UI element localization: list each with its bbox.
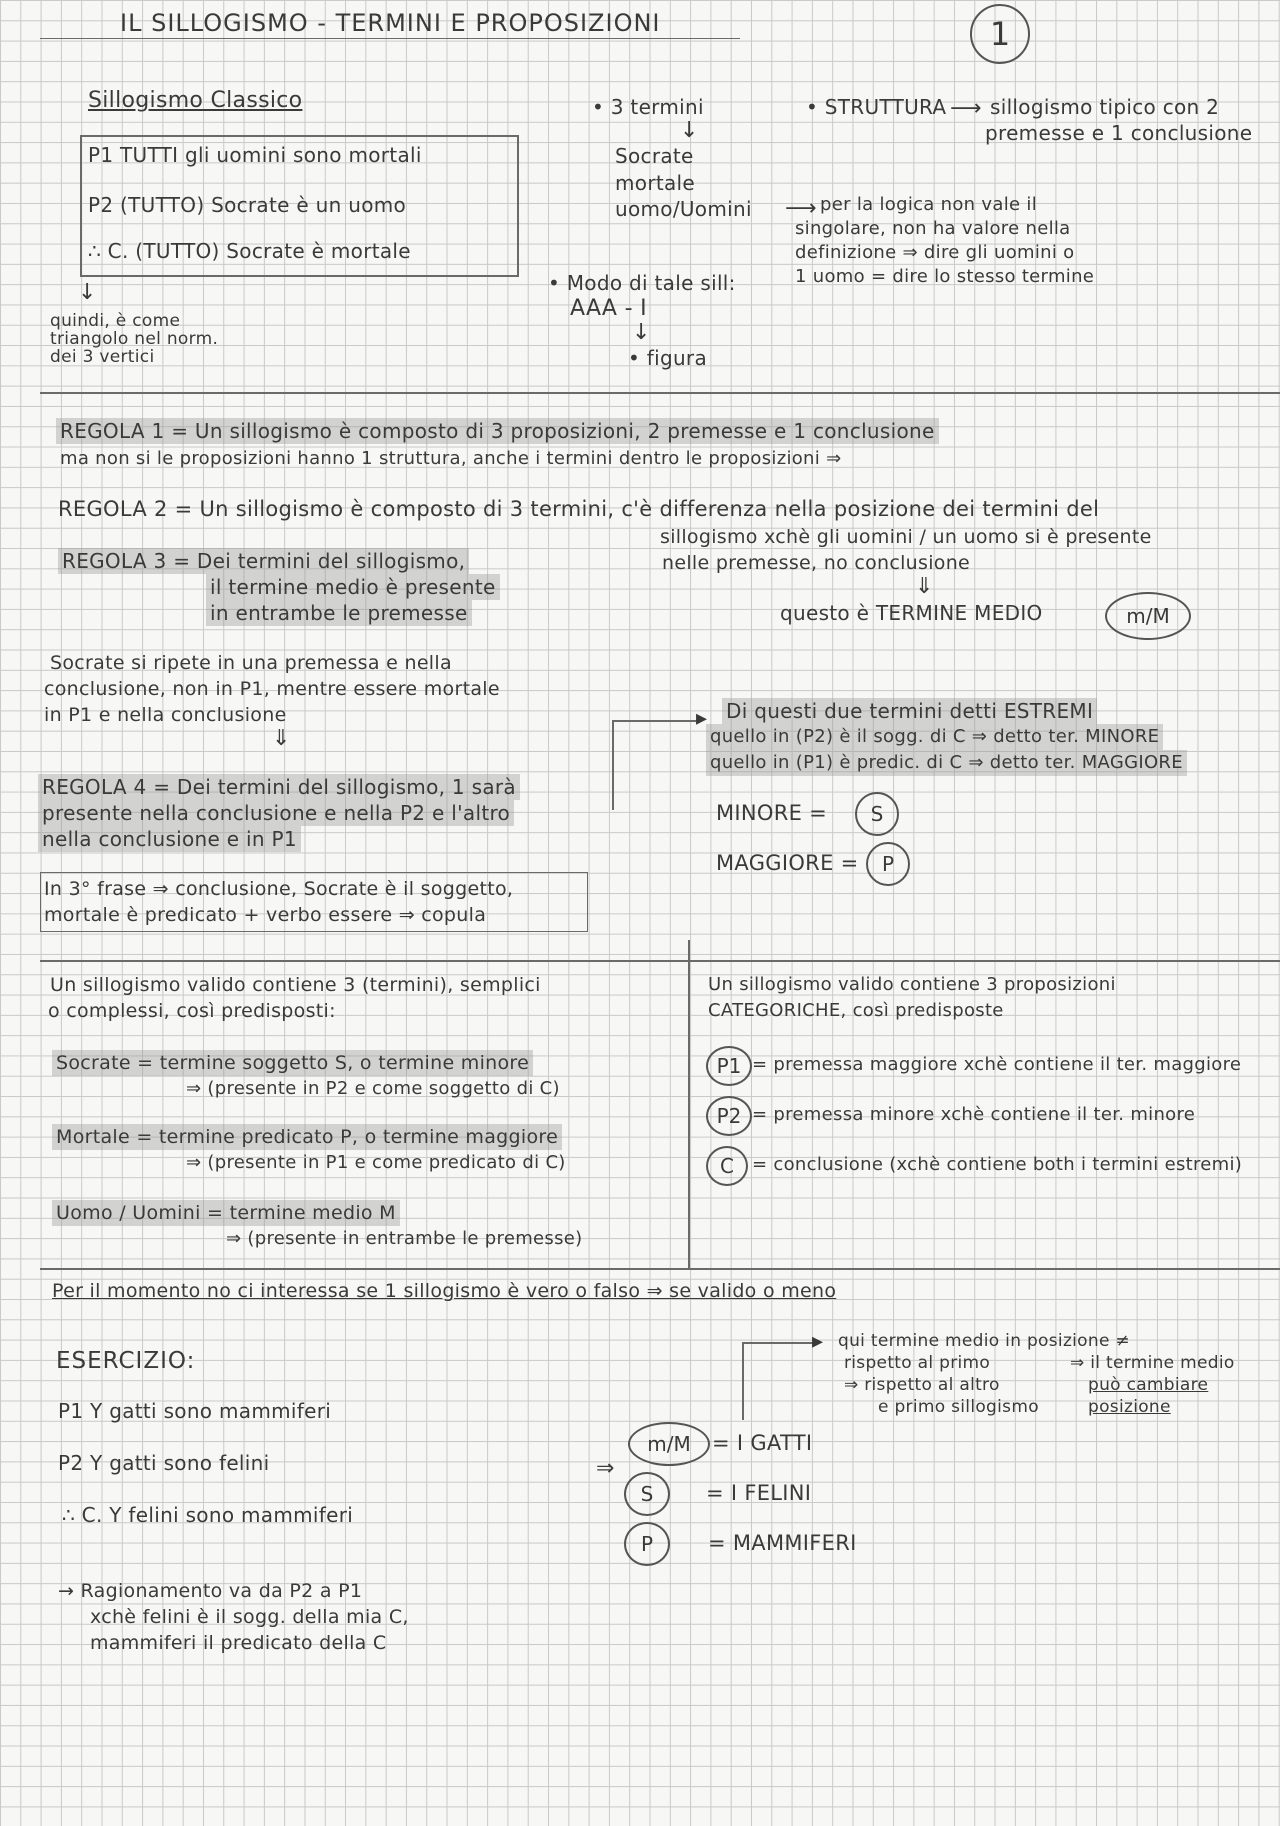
classic-p1: P1 TUTTI gli uomini sono mortali <box>88 143 422 167</box>
down-arrow-icon: ↓ <box>680 118 699 143</box>
extremes-line-1: Di questi due termini detti ESTREMI <box>722 698 1097 724</box>
down-arrow-icon: ↓ <box>632 320 651 345</box>
socrate-note-2: conclusione, non in P1, mentre essere mortale <box>44 678 500 700</box>
classic-note-2: triangolo nel norm. <box>50 329 219 349</box>
exercise-top-conclusion-1: ⇒ il termine medio <box>1070 1353 1235 1373</box>
exercise-c: ∴ C. Y felini sono mammiferi <box>62 1503 354 1527</box>
right-arrow-icon: ⟶ <box>950 96 982 121</box>
rule-3-line-3: in entrambe le premesse <box>206 600 472 626</box>
maggiore-label: MAGGIORE = <box>716 851 859 875</box>
rule-2: REGOLA 2 = Un sillogismo è composto di 3 termini, c'è differenza nella posizione dei termini del <box>58 497 1100 521</box>
valid-props-intro-1: Un sillogismo valido contiene 3 proposizioni <box>708 974 1116 995</box>
exercise-top-note-3: ⇒ rispetto al altro <box>844 1375 1000 1395</box>
page-number: 1 <box>970 4 1030 64</box>
exercise-p-symbol: P <box>624 1522 670 1566</box>
medio-label: questo è TERMINE MEDIO <box>780 601 1043 625</box>
three-terms-note-4: 1 uomo = dire lo stesso termine <box>795 266 1095 287</box>
note-truth: Per il momento no ci interessa se 1 sillogismo è vero o falso ⇒ se valido o meno <box>52 1280 837 1302</box>
rule-1-line-1: REGOLA 1 = Un sillogismo è composto di 3 proposizioni, 2 premesse e 1 conclusione <box>56 418 939 444</box>
column-divider <box>688 940 690 1270</box>
rule-2b-line-2: nelle premesse, no conclusione <box>662 552 971 574</box>
maggiore-symbol: P <box>866 842 910 886</box>
exercise-note-3: mammiferi il predicato della C <box>90 1632 387 1654</box>
exercise-s-symbol: S <box>624 1472 670 1516</box>
valid-mortale-2: ⇒ (presente in P1 e come predicato di C) <box>186 1152 566 1173</box>
exercise-top-note-2: rispetto al primo <box>844 1353 991 1373</box>
classic-c: ∴ C. (TUTTO) Socrate è mortale <box>88 239 411 263</box>
minore-symbol: S <box>855 792 899 836</box>
implies-arrow-icon: ⇒ <box>596 1456 615 1481</box>
rule-4-line-3: nella conclusione e in P1 <box>38 826 301 852</box>
right-arrow-icon: ⟶ <box>785 196 817 221</box>
exercise-top-note-1: qui termine medio in posizione ≠ <box>838 1331 1130 1351</box>
rule-4-line-2: presente nella conclusione e nella P2 e l'altro <box>38 800 514 826</box>
extremes-line-2: quello in (P2) è il sogg. di C ⇒ detto ter. MINORE <box>706 724 1163 750</box>
exercise-heading: ESERCIZIO: <box>56 1348 196 1374</box>
exercise-note-1: → Ragionamento va da P2 a P1 <box>58 1580 363 1602</box>
valid-mortale-1: Mortale = termine predicato P, o termine maggiore <box>52 1124 562 1150</box>
exercise-note-2: xchè felini è il sogg. della mia C, <box>90 1606 409 1628</box>
mode-figure: • figura <box>628 346 708 370</box>
three-terms-note-1: per la logica non vale il <box>820 194 1037 215</box>
exercise-p1: P1 Y gatti sono mammiferi <box>58 1399 332 1423</box>
exercise-p-text: = MAMMIFERI <box>708 1531 857 1555</box>
prop-p1-symbol: P1 <box>706 1046 752 1086</box>
exercise-m-text: = I GATTI <box>712 1431 813 1455</box>
exercise-top-conclusion-3: posizione <box>1088 1397 1171 1417</box>
prop-c-symbol: C <box>706 1146 748 1186</box>
page-title: IL SILLOGISMO - TERMINI E PROPOSIZIONI <box>120 9 661 37</box>
valid-uomo-1: Uomo / Uomini = termine medio M <box>52 1200 400 1226</box>
rule-3-line-2: il termine medio è presente <box>206 574 500 600</box>
right-arrow-icon: ▸ <box>696 706 708 731</box>
structure-label: • STRUTTURA <box>806 95 947 119</box>
exercise-m-symbol: m/M <box>628 1422 710 1466</box>
classic-heading: Sillogismo Classico <box>88 88 303 113</box>
prop-p2-text: = premessa minore xchè contiene il ter. minore <box>752 1104 1196 1125</box>
connector-line <box>612 720 702 722</box>
classic-note-3: dei 3 vertici <box>50 347 155 367</box>
mode-label: • Modo di tale sill: <box>548 271 736 295</box>
three-terms-label: • 3 termini <box>592 95 704 119</box>
valid-props-intro-2: CATEGORICHE, così predisposte <box>708 1000 1004 1021</box>
double-down-arrow-icon: ⇓ <box>272 726 291 751</box>
three-terms-note-3: definizione ⇒ dire gli uomini o <box>795 242 1075 263</box>
mode-value: AAA - I <box>570 296 647 321</box>
prop-c-text: = conclusione (xchè contiene both i termini estremi) <box>752 1154 1243 1175</box>
right-arrow-icon: ▸ <box>812 1329 824 1354</box>
socrate-note-1: Socrate si ripete in una premessa e nella <box>50 652 452 674</box>
term-socrate: Socrate <box>615 144 694 168</box>
medio-symbol: m/M <box>1105 592 1191 640</box>
double-down-arrow-icon: ⇓ <box>915 574 934 599</box>
down-arrow-icon: ↓ <box>78 280 97 305</box>
exercise-s-text: = I FELINI <box>706 1481 812 1505</box>
frase-line-1: In 3° frase ⇒ conclusione, Socrate è il soggetto, <box>44 878 514 900</box>
valid-terms-intro-2: o complessi, così predisposti: <box>48 1000 336 1022</box>
connector-line <box>742 1342 744 1420</box>
exercise-top-note-4: e primo sillogismo <box>878 1397 1039 1417</box>
frase-line-2: mortale è predicato + verbo essere ⇒ copula <box>44 904 487 926</box>
valid-socrate-1: Socrate = termine soggetto S, o termine minore <box>52 1050 533 1076</box>
prop-p2-symbol: P2 <box>706 1096 752 1136</box>
rule-2b-line-1: sillogismo xchè gli uomini / un uomo si è presente <box>660 526 1152 548</box>
frase-box <box>40 872 588 932</box>
section-divider <box>40 1268 1280 1270</box>
exercise-p2: P2 Y gatti sono felini <box>58 1451 270 1475</box>
three-terms-note-2: singolare, non ha valore nella <box>795 218 1071 239</box>
minore-label: MINORE = <box>716 801 828 825</box>
section-divider <box>40 960 1280 962</box>
connector-line <box>612 720 614 810</box>
socrate-note-3: in P1 e nella conclusione <box>44 704 287 726</box>
title-underline <box>40 38 740 39</box>
valid-uomo-2: ⇒ (presente in entrambe le premesse) <box>226 1228 583 1249</box>
term-mortale: mortale <box>615 171 696 195</box>
term-uomo: uomo/Uomini <box>615 197 752 221</box>
valid-terms-intro-1: Un sillogismo valido contiene 3 (termini), semplici <box>50 974 541 996</box>
rule-3-line-1: REGOLA 3 = Dei termini del sillogismo, <box>58 548 469 574</box>
classic-p2: P2 (TUTTO) Socrate è un uomo <box>88 193 407 217</box>
valid-socrate-2: ⇒ (presente in P2 e come soggetto di C) <box>186 1078 560 1099</box>
structure-desc-1: sillogismo tipico con 2 <box>990 95 1220 119</box>
structure-desc-2: premesse e 1 conclusione <box>985 121 1253 145</box>
classic-note-1: quindi, è come <box>50 311 181 331</box>
section-divider <box>40 392 1280 394</box>
exercise-top-conclusion-2: può cambiare <box>1088 1375 1209 1395</box>
prop-p1-text: = premessa maggiore xchè contiene il ter. maggiore <box>752 1054 1242 1075</box>
rule-1-line-2: ma non si le proposizioni hanno 1 struttura, anche i termini dentro le proposizioni ⇒ <box>60 448 842 469</box>
connector-line <box>742 1342 818 1344</box>
rule-4-line-1: REGOLA 4 = Dei termini del sillogismo, 1 sarà <box>38 774 520 800</box>
extremes-line-3: quello in (P1) è predic. di C ⇒ detto ter. MAGGIORE <box>706 750 1187 776</box>
